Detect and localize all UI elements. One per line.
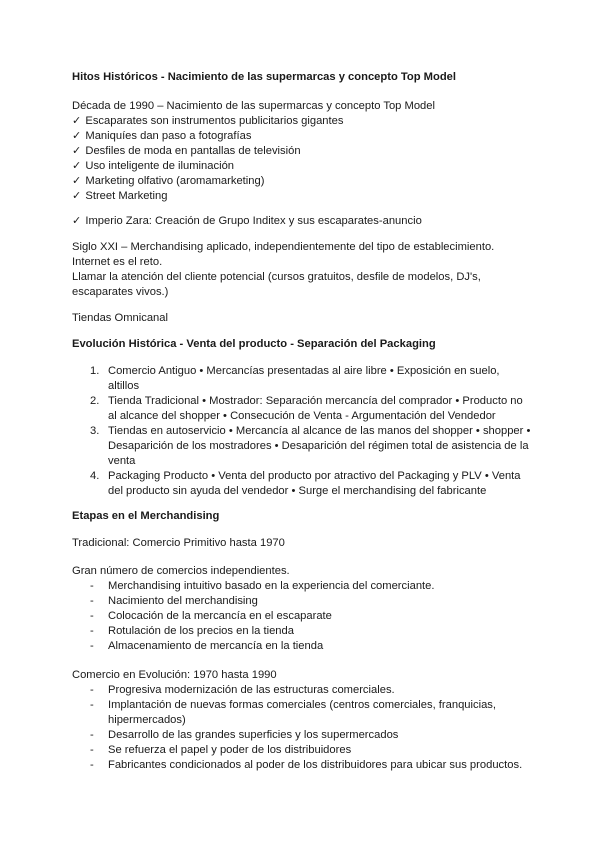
list-item	[90, 624, 540, 639]
dash-bullet: -	[90, 595, 94, 607]
list-item-line: Progresiva modernización de las estructuras comerciales.	[108, 684, 395, 696]
list-item	[90, 639, 540, 654]
dash-bullet: -	[90, 625, 94, 637]
check-item-text: Desfiles de moda en pantallas de televisión	[85, 145, 301, 157]
list-number: 4.	[90, 470, 100, 482]
tradicional-line: Tradicional: Comercio Primitivo hasta 1970	[72, 537, 285, 549]
internet-line: Internet es el reto.	[72, 256, 163, 268]
check-item	[72, 159, 234, 174]
tradicional-list	[90, 579, 540, 654]
check-item	[72, 144, 301, 159]
list-number: 2.	[90, 395, 100, 407]
list-item-line: Desaparición de los mostradores • Desaparición del régimen total de asistencia de la	[108, 440, 529, 452]
escaparates-vivos-line: escaparates vivos.)	[72, 286, 169, 298]
list-item-line: venta	[108, 455, 136, 467]
check-item-zara	[72, 214, 422, 229]
list-item	[90, 758, 540, 773]
list-item-line: hipermercados)	[108, 714, 186, 726]
dash-bullet: -	[90, 729, 94, 741]
list-item-line: Rotulación de los precios en la tienda	[108, 625, 294, 637]
list-item-line: Packaging Producto • Venta del producto por atractivo del Packaging y PLV • Venta	[108, 470, 521, 482]
list-item	[90, 364, 540, 394]
dash-bullet: -	[90, 610, 94, 622]
dash-bullet: -	[90, 759, 94, 771]
llamar-atencion-line: Llamar la atención del cliente potencial (cursos gratuitos, desfile de modelos, DJ's,	[72, 271, 481, 283]
list-number: 3.	[90, 425, 100, 437]
list-item	[90, 683, 540, 698]
list-item-line: Colocación de la mercancía en el escaparate	[108, 610, 332, 622]
check-item-text: Street Marketing	[85, 190, 168, 202]
dash-bullet: -	[90, 744, 94, 756]
list-item	[90, 728, 540, 743]
heading-etapas-merchandising: Etapas en el Merchandising	[72, 510, 220, 522]
dash-bullet: -	[90, 684, 94, 696]
list-item	[90, 609, 540, 624]
gran-numero-line: Gran número de comercios independientes.	[72, 565, 290, 577]
heading-hitos-historicos: Hitos Históricos - Nacimiento de las supermarcas y concepto Top Model	[72, 71, 456, 83]
decade-1990-intro: Década de 1990 – Nacimiento de las supermarcas y concepto Top Model	[72, 100, 435, 112]
list-item-line: al alcance del shopper • Consecución de Venta - Argumentación del Vendedor	[108, 410, 496, 422]
list-item-line: Almacenamiento de mercancía en la tienda	[108, 640, 324, 652]
evolucion-line: Comercio en Evolución: 1970 hasta 1990	[72, 669, 277, 681]
siglo-xxi-line: Siglo XXI – Merchandising aplicado, independientemente del tipo de establecimiento.	[72, 241, 495, 253]
tiendas-omnicanal: Tiendas Omnicanal	[72, 312, 168, 324]
heading-evolucion-historica: Evolución Histórica - Venta del producto - Separación del Packaging	[72, 338, 436, 350]
list-number: 1.	[90, 365, 100, 377]
dash-bullet: -	[90, 580, 94, 592]
check-item	[72, 174, 264, 189]
dash-bullet: -	[90, 640, 94, 652]
list-item-line: Merchandising intuitivo basado en la experiencia del comerciante.	[108, 580, 435, 592]
list-item	[90, 594, 540, 609]
list-item-line: Nacimiento del merchandising	[108, 595, 258, 607]
dash-bullet: -	[90, 699, 94, 711]
check-item-text: Uso inteligente de iluminación	[85, 160, 235, 172]
list-item-line: Se refuerza el papel y poder de los distribuidores	[108, 744, 352, 756]
evolucion-list	[90, 683, 540, 773]
check-item	[72, 114, 343, 129]
list-item-line: Comercio Antiguo • Mercancías presentadas al aire libre • Exposición en suelo,	[108, 365, 500, 377]
check-item	[72, 129, 251, 144]
check-item-text: Marketing olfativo (aromamarketing)	[85, 175, 265, 187]
list-item	[90, 394, 540, 424]
list-item-line: Tiendas en autoservicio • Mercancía al alcance de las manos del shopper • shopper •	[108, 425, 531, 437]
list-item	[90, 698, 540, 728]
list-item-line: altillos	[108, 380, 140, 392]
check-item	[72, 189, 167, 204]
list-item-line: del producto sin ayuda del vendedor • Surge el merchandising del fabricante	[108, 485, 487, 497]
ordered-list	[90, 364, 540, 499]
check-item-text: Escaparates son instrumentos publicitarios gigantes	[85, 115, 344, 127]
check-item-text: Maniquíes dan paso a fotografías	[85, 130, 252, 142]
list-item-line: Tienda Tradicional • Mostrador: Separación mercancía del comprador • Producto no	[108, 395, 523, 407]
check-item-text: Imperio Zara: Creación de Grupo Inditex y sus escaparates-anuncio	[85, 215, 422, 227]
list-item	[90, 579, 540, 594]
list-item-line: Implantación de nuevas formas comerciales (centros comerciales, franquicias,	[108, 699, 497, 711]
list-item	[90, 424, 540, 469]
list-item-line: Fabricantes condicionados al poder de los distribuidores para ubicar sus productos.	[108, 759, 523, 771]
list-item-line: Desarrollo de las grandes superficies y los supermercados	[108, 729, 399, 741]
list-item	[90, 469, 540, 499]
list-item	[90, 743, 540, 758]
